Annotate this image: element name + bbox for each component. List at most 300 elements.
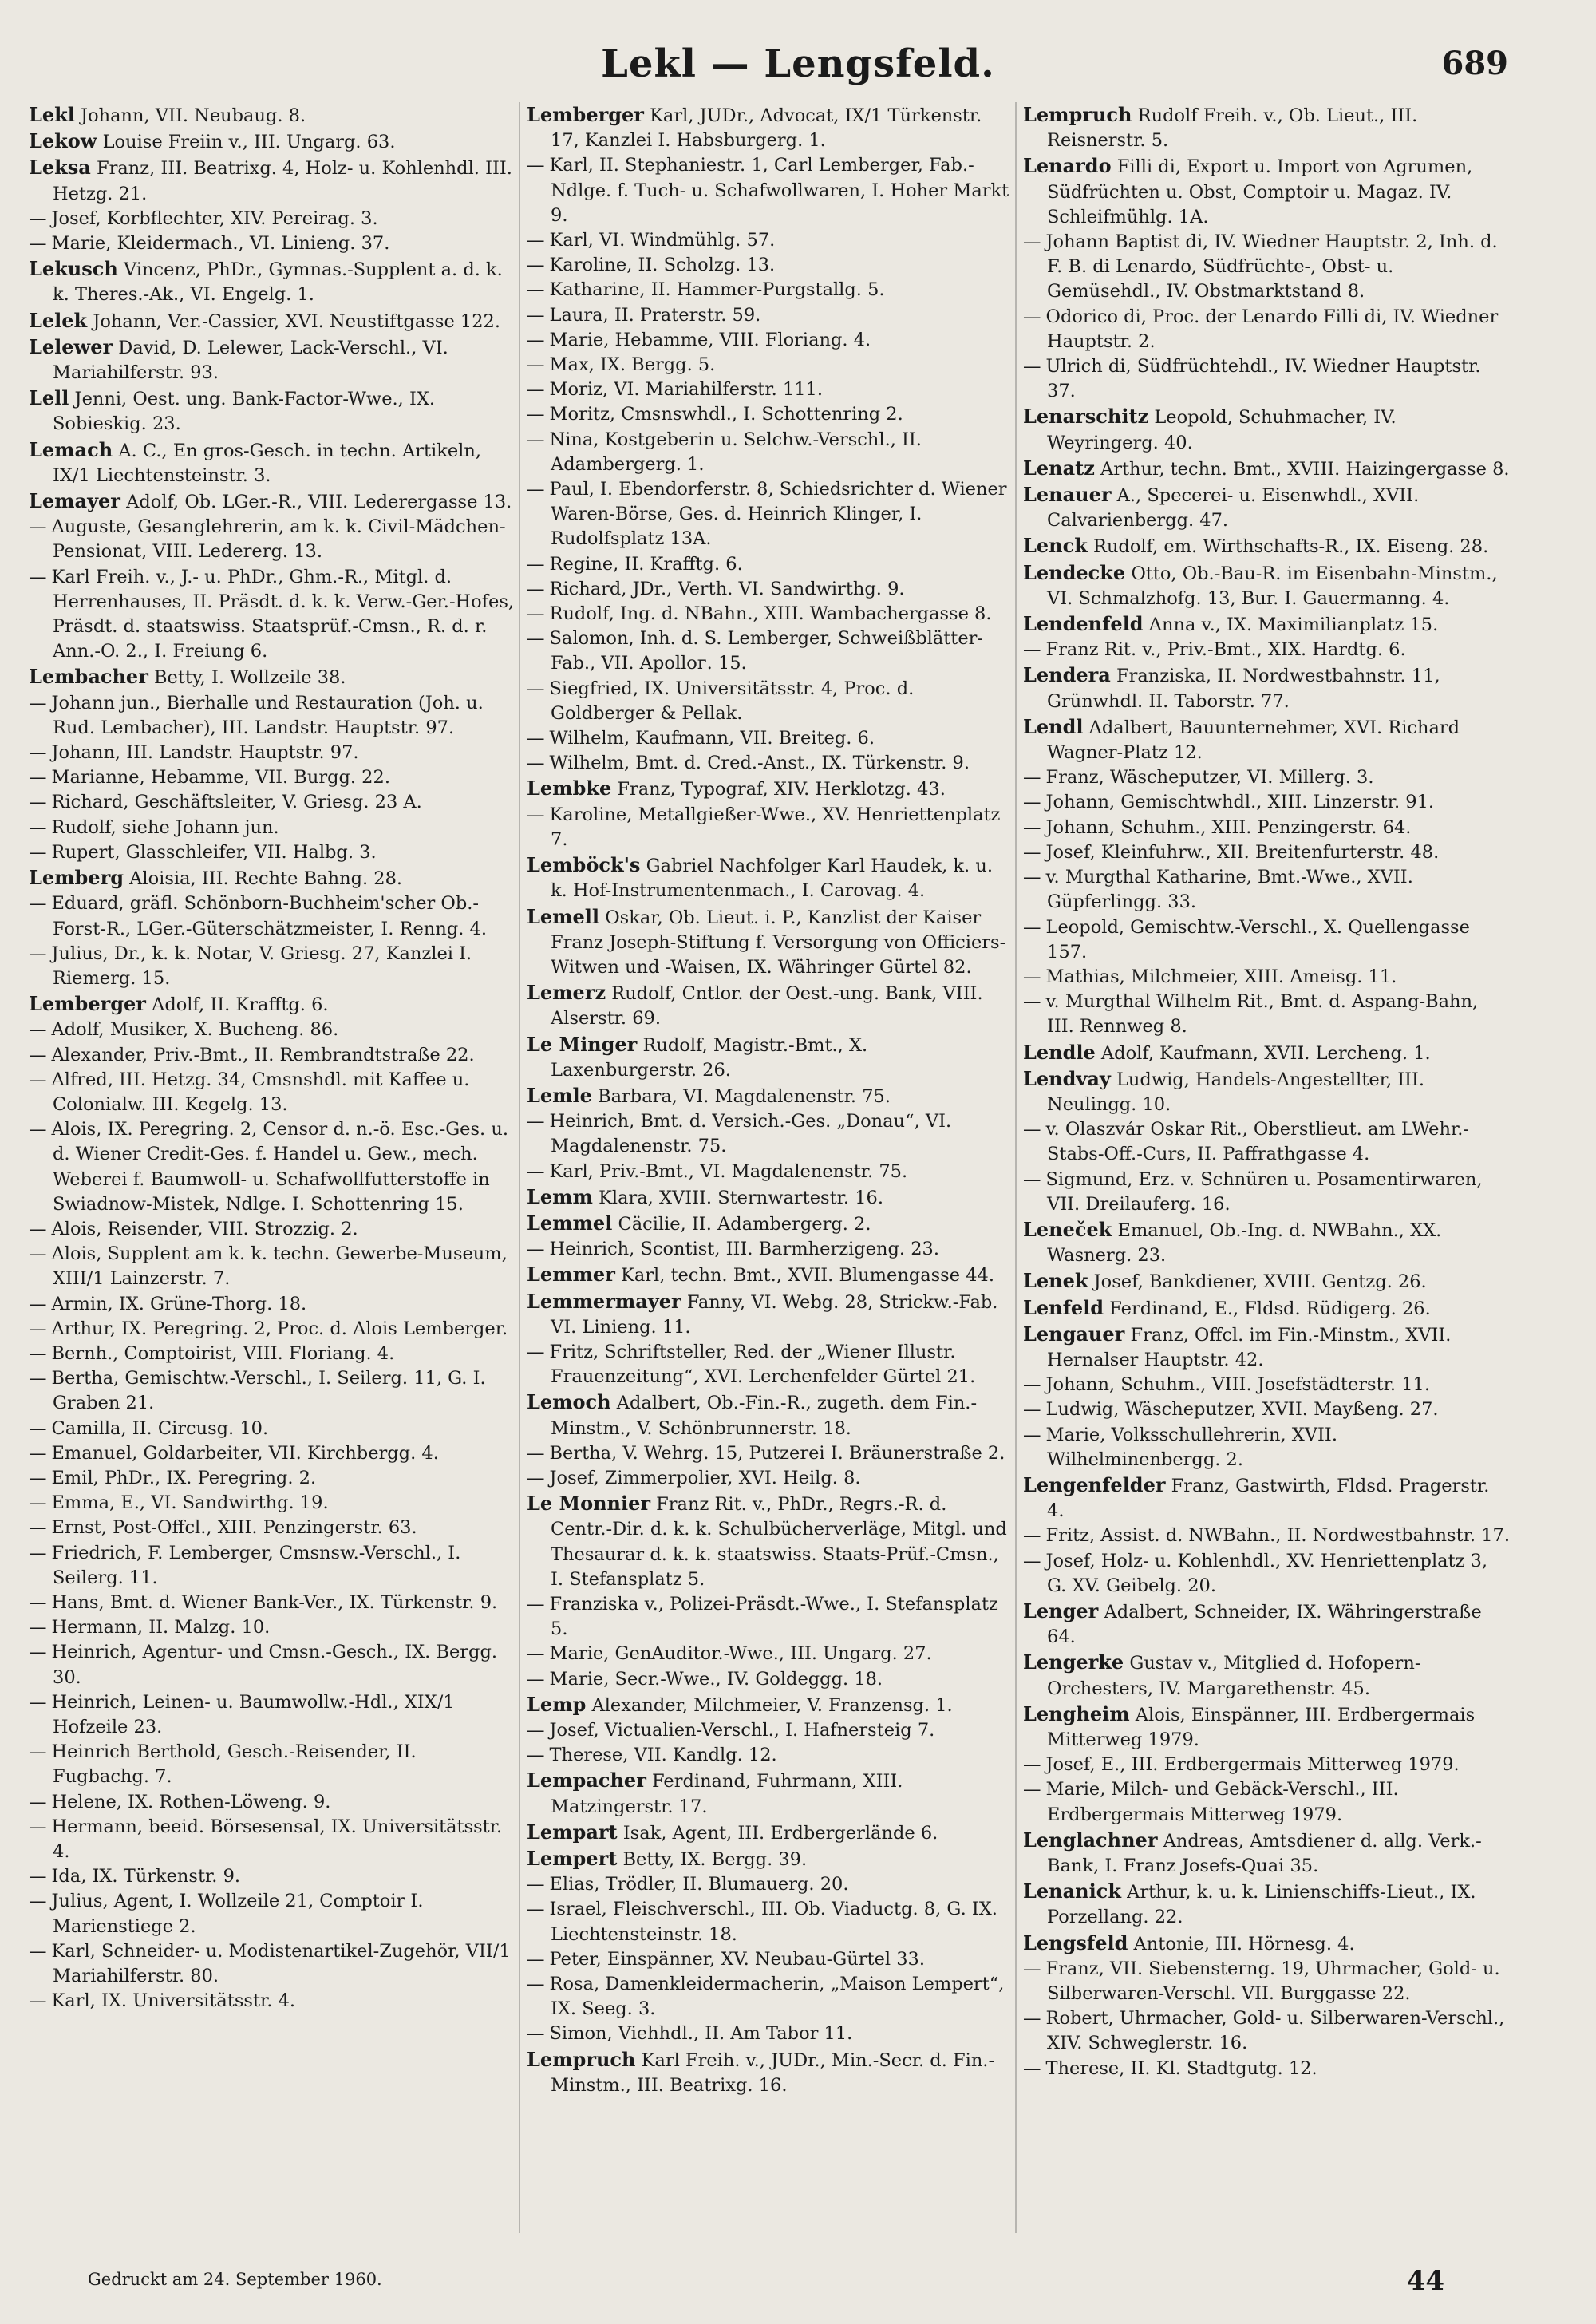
entry-text: Heinrich, Scontist, III. Barmherzigeng. 23.: [549, 1239, 939, 1260]
entry-text: Julius, Agent, I. Wollzeile 21, Comptoir I. Marienstiege 2.: [51, 1891, 424, 1937]
entry-text: Bertha, V. Wehrg. 15, Putzerei I. Bräunerstraße 2.: [549, 1442, 1005, 1464]
ditto-dash: —: [1023, 1779, 1041, 1800]
entry-text: Therese, II. Kl. Stadtgutg. 12.: [1045, 2057, 1317, 2079]
entry-text: Moritz, Cmsnswhdl., I. Schottenring 2.: [549, 404, 903, 425]
entry-text: Heinrich, Leinen- u. Baumwollw.-Hdl., XIX/1 Hofzeile 23.: [51, 1691, 455, 1737]
directory-entry: [29, 1292, 516, 1317]
ditto-dash: —: [29, 1940, 47, 1962]
entry-text: Johann, Schuhm., VIII. Josefstädterstr. 11.: [1045, 1374, 1430, 1396]
directory-entry: [29, 991, 516, 1018]
directory-entry: [527, 904, 1013, 981]
entry-surname: Le Monnier: [527, 1492, 651, 1516]
entry-text: Rudolf, Ing. d. NBahn., XIII. Wambachergasse 8.: [549, 603, 992, 625]
directory-entry: [29, 1068, 516, 1117]
entry-text: Otto, Ob.-Bau-R. im Eisenbahn-Minstm., VI. Schmalzhofg. 13, Bur. I. Gauermanng. 4.: [1047, 563, 1498, 609]
ditto-dash: —: [527, 728, 545, 749]
column-2: [527, 102, 1013, 2241]
column-divider: [1015, 102, 1017, 2233]
entry-text: v. Murgthal Wilhelm Rit., Bmt. d. Aspang-Bahn, III. Rennweg 8.: [1045, 991, 1479, 1038]
entry-text: Marie, Hebamme, VIII. Floriang. 4.: [549, 329, 871, 350]
ditto-dash: —: [1023, 916, 1041, 938]
sheet-signature: 44: [1406, 2265, 1444, 2297]
entry-text: Ferdinand, Fuhrmann, XIII. Matzingerstr. 17.: [551, 1771, 903, 1817]
ditto-dash: —: [29, 1990, 47, 2012]
directory-entry: [527, 1389, 1013, 1441]
entry-text: Karl, techn. Bmt., XVII. Blumengasse 44.: [621, 1265, 994, 1286]
ditto-dash: —: [29, 516, 47, 538]
directory-entry: [527, 402, 1013, 427]
directory-entry: [29, 942, 516, 991]
directory-entry: [1023, 1931, 1510, 1957]
entry-text: Emil, PhDr., IX. Peregring. 2.: [51, 1467, 317, 1488]
directory-entry: [29, 102, 516, 128]
entry-surname: Lemerz: [527, 981, 606, 1005]
directory-entry: [1023, 1777, 1510, 1827]
entry-text: Eduard, gräfl. Schönborn-Buchheim'scher Ob.-Forst-R., LGer.-Güterschätzmeister, I. Renng. 4.: [51, 893, 488, 939]
entry-text: Friedrich, F. Lemberger, Cmsnsw.-Verschl., I. Seilerg. 11.: [51, 1542, 461, 1588]
entry-surname: Lengheim: [1023, 1702, 1130, 1725]
directory-entry: [1023, 1828, 1510, 1879]
entry-text: Karl, VI. Windmühlg. 57.: [549, 230, 776, 251]
ditto-dash: —: [1023, 1168, 1041, 1190]
ditto-dash: —: [1023, 306, 1041, 327]
entry-text: Ludwig, Wäscheputzer, XVII. Mayßeng. 27.: [1045, 1399, 1439, 1421]
entry-surname: Lenarschitz: [1023, 405, 1149, 429]
entry-text: Richard, JDr., Verth. VI. Sandwirthg. 9.: [549, 578, 905, 599]
ditto-dash: —: [527, 1745, 545, 1766]
entry-surname: Lelek: [29, 308, 88, 332]
entry-text: Karl, Priv.-Bmt., VI. Magdalenenstr. 75.: [549, 1160, 908, 1182]
directory-entry: [527, 477, 1013, 552]
ditto-dash: —: [1023, 1424, 1041, 1445]
entry-text: Adalbert, Bauunternehmer, XVI. Richard Wagner-Platz 12.: [1047, 717, 1460, 764]
directory-entry: [29, 488, 516, 515]
entry-text: Heinrich Berthold, Gesch.-Reisender, II. Fugbachg. 7.: [51, 1741, 417, 1788]
entry-surname: Lemböck's: [527, 853, 641, 877]
directory-entry: [1023, 153, 1510, 230]
entry-surname: Lemle: [527, 1083, 592, 1107]
entry-surname: Lenglachner: [1023, 1828, 1158, 1852]
directory-entry: [29, 790, 516, 815]
directory-entry: [527, 278, 1013, 302]
directory-entry: [527, 1441, 1013, 1466]
entry-text: Laura, II. Praterstr. 59.: [549, 304, 761, 326]
entry-text: Adolf, II. Krafftg. 6.: [152, 994, 329, 1016]
ditto-dash: —: [527, 1467, 545, 1488]
column-3: [1023, 102, 1510, 2241]
entry-surname: Lekusch: [29, 257, 118, 281]
directory-entry: [29, 128, 516, 155]
directory-entry: [1023, 865, 1510, 915]
entry-surname: Lemp: [527, 1692, 587, 1716]
entry-text: Betty, I. Wollzeile 38.: [154, 667, 346, 689]
entry-text: Betty, IX. Bergg. 39.: [622, 1849, 808, 1871]
entry-text: Rudolf, Cntlor. der Oest.-ung. Bank, VIII. Alserstr. 69.: [551, 983, 983, 1030]
entry-text: Marie, Kleidermach., VI. Linieng. 37.: [51, 233, 390, 255]
entry-text: Odorico di, Proc. der Lenardo Filli di, IV. Wiedner Hauptstr. 2.: [1045, 306, 1499, 352]
ditto-dash: —: [527, 1111, 545, 1132]
ditto-dash: —: [527, 2023, 545, 2045]
ditto-dash: —: [29, 1318, 47, 1339]
directory-entry: [527, 253, 1013, 278]
entry-text: Isak, Agent, III. Erdbergerlände 6.: [622, 1822, 938, 1844]
ditto-dash: —: [1023, 1374, 1041, 1396]
directory-entry: [1023, 533, 1510, 559]
ditto-dash: —: [29, 943, 47, 964]
directory-entry: [29, 207, 516, 231]
entry-text: Alfred, III. Hetzg. 34, Cmsnshdl. mit Kaffee u. Colonialw. III. Kegelg. 13.: [51, 1069, 470, 1115]
directory-entry: [1023, 1322, 1510, 1373]
ditto-dash: —: [1023, 1550, 1041, 1571]
directory-entry: [29, 308, 516, 334]
directory-entry: [29, 765, 516, 790]
entry-surname: Lenauer: [1023, 483, 1112, 507]
directory-entry: [29, 1815, 516, 1864]
entry-text: Hermann, beeid. Börsesensal, IX. Universitätsstr. 4.: [51, 1816, 503, 1863]
ditto-dash: —: [527, 354, 545, 376]
entry-text: Wilhelm, Kaufmann, VII. Breiteg. 6.: [549, 728, 875, 749]
entry-surname: Lempruch: [1023, 103, 1132, 126]
directory-entry: [29, 515, 516, 564]
ditto-dash: —: [29, 816, 47, 838]
ditto-dash: —: [29, 1442, 47, 1464]
entry-surname: Lemberger: [29, 992, 146, 1016]
ditto-dash: —: [527, 1593, 545, 1615]
entry-text: Karl, JUDr., Advocat, IX/1 Türkenstr. 17, Kanzlei I. Habsburgerg. 1.: [551, 105, 982, 152]
ditto-dash: —: [29, 1691, 47, 1713]
entry-text: Max, IX. Bergg. 5.: [549, 354, 716, 376]
entry-text: Oskar, Ob. Lieut. i. P., Kanzlist der Kaiser Franz Joseph-Stiftung f. Versorgung von Officiers-Witwen und -Waisen, IX. Währinger Gürtel 82.: [551, 907, 1006, 978]
directory-entry: [527, 852, 1013, 903]
ditto-dash: —: [1023, 356, 1041, 377]
ditto-dash: —: [527, 1720, 545, 1741]
entry-text: Katharine, II. Hammer-Purgstallg. 5.: [549, 279, 885, 301]
ditto-dash: —: [29, 1891, 47, 1912]
entry-text: Peter, Einspänner, XV. Neubau-Gürtel 33.: [549, 1948, 926, 1970]
ditto-dash: —: [1023, 639, 1041, 661]
entry-surname: Lemmer: [527, 1263, 615, 1286]
entry-surname: Lempert: [527, 1847, 618, 1871]
entry-text: Auguste, Gesanglehrerin, am k. k. Civil-Mädchen-Pensionat, VIII. Ledererg. 13.: [51, 516, 506, 563]
entry-text: Barbara, VI. Magdalenenstr. 75.: [598, 1085, 891, 1107]
ditto-dash: —: [29, 893, 47, 915]
entry-surname: Lekl: [29, 103, 75, 126]
ditto-dash: —: [527, 155, 545, 176]
entry-text: Marie, GenAuditor.-Wwe., III. Ungarg. 27.: [549, 1643, 932, 1665]
entry-text: Klara, XVIII. Sternwartestr. 16.: [598, 1187, 883, 1208]
entry-surname: Lendenfeld: [1023, 612, 1144, 636]
directory-entry: [527, 1340, 1013, 1389]
entry-surname: Lempart: [527, 1820, 618, 1844]
ditto-dash: —: [527, 628, 545, 650]
entry-surname: Lenfeld: [1023, 1295, 1104, 1319]
ditto-dash: —: [527, 1668, 545, 1690]
ditto-dash: —: [1023, 1958, 1041, 1979]
directory-entry: [527, 1491, 1013, 1592]
entry-text: Fanny, VI. Webg. 28, Strickw.-Fab. VI. Linieng. 11.: [551, 1291, 998, 1338]
directory-entry: [1023, 1217, 1510, 1268]
entry-text: Leopold, Schuhmacher, IV. Weyringerg. 40.: [1047, 407, 1396, 453]
ditto-dash: —: [1023, 1119, 1041, 1140]
entry-text: Andreas, Amtsdiener d. allg. Verk.-Bank, I. Franz Josefs-Quai 35.: [1047, 1830, 1482, 1877]
entry-text: Salomon, Inh. d. S. Lemberger, Schweißblätter-Fab., VII. Apolloг. 15.: [549, 628, 983, 674]
directory-entry: [1023, 2006, 1510, 2056]
entry-surname: Lell: [29, 386, 69, 410]
entry-text: Anna v., IX. Maximilianplatz 15.: [1148, 615, 1439, 636]
ditto-dash: —: [527, 329, 545, 350]
directory-entry: [527, 1262, 1013, 1288]
directory-entry: [29, 1117, 516, 1217]
entry-text: A. C., En gros-Gesch. in techn. Artikeln, IX/1 Liechtensteinstr. 3.: [53, 440, 482, 486]
directory-entry: [29, 256, 516, 307]
directory-entry: [29, 664, 516, 690]
entry-surname: Lemmel: [527, 1211, 613, 1235]
entry-text: v. Murgthal Katharine, Bmt.-Wwe., XVII. Güpferlingg. 33.: [1045, 867, 1413, 913]
ditto-dash: —: [527, 1974, 545, 1995]
directory-entry: [1023, 1397, 1510, 1422]
ditto-dash: —: [29, 1119, 47, 1140]
entry-text: Rudolf Freih. v., Ob. Lieut., III. Reisnerstr. 5.: [1047, 105, 1418, 152]
entry-text: Alexander, Milchmeier, V. Franzensg. 1.: [591, 1694, 953, 1716]
entry-text: Cäcilie, II. Adambergerg. 2.: [618, 1213, 871, 1235]
entry-text: Adalbert, Schneider, IX. Währingerstraße 64.: [1047, 1601, 1482, 1648]
directory-entry: [1023, 765, 1510, 790]
entry-text: Vincenz, PhDr., Gymnas.-Supplent a. d. k. k. Theres.-Ak., VI. Engelg. 1.: [53, 259, 503, 306]
ditto-dash: —: [29, 1591, 47, 1613]
ditto-dash: —: [527, 1160, 545, 1182]
entry-text: Bernh., Comptoirist, VIII. Floriang. 4.: [51, 1342, 395, 1364]
entry-text: Therese, VII. Kandlg. 12.: [549, 1745, 777, 1766]
entry-text: Rudolf, em. Wirthschafts-R., IX. Eiseng. 28.: [1093, 536, 1489, 558]
directory-entry: [29, 385, 516, 437]
ditto-dash: —: [527, 1239, 545, 1260]
entry-text: Heinrich, Agentur- und Cmsn.-Gesch., IX. Bergg. 30.: [51, 1642, 498, 1688]
entry-text: Heinrich, Bmt. d. Versich.-Ges. „Donau“, VI. Magdalenenstr. 75.: [549, 1111, 952, 1157]
entry-text: Wilhelm, Bmt. d. Cred.-Anst., IX. Türkenstr. 9.: [549, 753, 970, 774]
directory-entry: [1023, 1702, 1510, 1753]
entry-text: Johann jun., Bierhalle und Restauration (Joh. u. Rud. Lembacher), III. Landstr. Hauptstr. 97.: [51, 692, 484, 738]
ditto-dash: —: [527, 404, 545, 425]
entry-text: Josef, E., III. Erdbergermais Mitterweg 1979.: [1045, 1754, 1460, 1776]
entry-surname: Lengsfeld: [1023, 1931, 1128, 1954]
entry-text: Paul, I. Ebendorferstr. 8, Schiedsrichter d. Wiener Waren-Börse, Ges. d. Heinrich Klinger, I. Rudolfsplatz 13A.: [549, 479, 1007, 550]
ditto-dash: —: [1023, 2008, 1041, 2030]
entry-text: Helene, IX. Rothen-Löweng. 9.: [51, 1791, 331, 1812]
directory-entry: [1023, 816, 1510, 840]
directory-entry: [29, 1441, 516, 1466]
directory-entry: [527, 1466, 1013, 1491]
ditto-dash: —: [29, 1293, 47, 1314]
entry-text: Fritz, Schriftsteller, Red. der „Wiener Illustr. Frauenzeitung“, XVI. Lerchenfelder Gürtel 21.: [549, 1341, 976, 1388]
directory-entry: [1023, 1753, 1510, 1777]
directory-entry: [527, 1289, 1013, 1340]
ditto-dash: —: [29, 1642, 47, 1663]
page-header: [0, 42, 1596, 97]
directory-entry: [1023, 1549, 1510, 1599]
directory-entry: [1023, 1268, 1510, 1294]
ditto-dash: —: [29, 1069, 47, 1090]
entry-text: Karl, IX. Universitätsstr. 4.: [51, 1990, 296, 2012]
directory-entry: [29, 1989, 516, 2014]
directory-entry: [527, 328, 1013, 353]
entry-text: Josef, Bankdiener, XVIII. Gentzg. 26.: [1093, 1271, 1427, 1293]
ditto-dash: —: [29, 1342, 47, 1364]
entry-text: Ferdinand, E., Fldsd. Rüdigerg. 26.: [1109, 1298, 1431, 1319]
entry-text: Johann Baptist di, IV. Wiedner Hauptstr. 2, Inh. d. F. B. di Lenardo, Südfrüchte-, Obst- u. Gemüsehdl., IV. Obstmarktstand 8.: [1045, 231, 1498, 302]
ditto-dash: —: [527, 429, 545, 450]
directory-entry: [29, 231, 516, 256]
entry-surname: Leksa: [29, 156, 91, 180]
ditto-dash: —: [1023, 1754, 1041, 1776]
directory-entry: [29, 891, 516, 941]
directory-entry: [1023, 560, 1510, 611]
directory-entry: [29, 691, 516, 741]
entry-text: Camilla, II. Circusg. 10.: [51, 1417, 269, 1439]
directory-entry: [1023, 1599, 1510, 1650]
entry-surname: Lemayer: [29, 489, 120, 513]
entry-surname: Leneček: [1023, 1217, 1112, 1241]
entry-text: Rosa, Damenkleidermacherin, „Maison Lempert“, IX. Seeg. 3.: [549, 1974, 1005, 2020]
directory-entry: [29, 1790, 516, 1815]
ditto-dash: —: [29, 1542, 47, 1563]
directory-entry: [527, 353, 1013, 377]
entry-text: Josef, Korbflechter, XIV. Pereirag. 3.: [51, 208, 378, 229]
column-divider: [519, 102, 520, 2233]
ditto-dash: —: [527, 230, 545, 251]
entry-text: Karoline, Metallgießer-Wwe., XV. Henriettenplatz 7.: [549, 804, 1001, 850]
directory-entry: [1023, 482, 1510, 533]
directory-entry: [29, 1615, 516, 1640]
ditto-dash: —: [527, 1442, 545, 1464]
entry-text: Rudolf, siehe Johann jun.: [51, 816, 279, 838]
ditto-dash: —: [29, 1417, 47, 1439]
directory-entry: [1023, 1168, 1510, 1217]
ditto-dash: —: [29, 566, 47, 587]
entry-surname: Lemberg: [29, 866, 124, 890]
directory-entry: [527, 1820, 1013, 1846]
directory-entry: [29, 1217, 516, 1242]
entry-text: Antonie, III. Hörnesg. 4.: [1133, 1933, 1355, 1954]
entry-text: Franziska v., Polizei-Präsdt.-Wwe., I. Stefansplatz 5.: [549, 1593, 998, 1640]
directory-entry: [527, 1947, 1013, 1972]
entry-text: Moriz, VI. Mariahilferstr. 111.: [549, 379, 824, 401]
ditto-dash: —: [29, 1816, 47, 1837]
ditto-dash: —: [1023, 1399, 1041, 1421]
directory-entry: [29, 1516, 516, 1540]
directory-entry: [1023, 1472, 1510, 1524]
entry-text: Adolf, Kaufmann, XVII. Lercheng. 1.: [1100, 1042, 1431, 1064]
entry-text: Robert, Uhrmacher, Gold- u. Silberwaren-Verschl., XIV. Schweglerstr. 16.: [1045, 2008, 1505, 2054]
entry-text: Alois, Supplent am k. k. techn. Gewerbe-Museum, XIII/1 Lainzerstr. 7.: [51, 1243, 508, 1290]
directory-entry: [29, 1466, 516, 1491]
ditto-dash: —: [527, 553, 545, 575]
entry-text: Marie, Volksschullehrerin, XVII. Wilhelminenbergg. 2.: [1045, 1424, 1337, 1470]
ditto-dash: —: [1023, 966, 1041, 987]
directory-entry: [527, 1872, 1013, 1897]
ditto-dash: —: [527, 578, 545, 599]
directory-entry: [1023, 1650, 1510, 1701]
entry-text: Emanuel, Goldarbeiter, VII. Kirchbergg. 4.: [51, 1442, 439, 1464]
entry-surname: Lenck: [1023, 534, 1088, 558]
directory-entry: [1023, 230, 1510, 305]
ditto-dash: —: [29, 841, 47, 863]
ditto-dash: —: [527, 753, 545, 774]
ditto-dash: —: [1023, 841, 1041, 863]
entry-surname: Lendvay: [1023, 1066, 1111, 1090]
entry-text: Filli di, Export u. Import von Agrumen, Südfrüchten u. Obst, Comptoir u. Magaz. IV. Schleifmühlg. 1A.: [1047, 156, 1473, 227]
directory-entry: [29, 816, 516, 840]
ditto-dash: —: [29, 1243, 47, 1265]
entry-text: Ida, IX. Türkenstr. 9.: [51, 1866, 241, 1887]
directory-entry: [29, 741, 516, 765]
entry-text: Franz, Offcl. im Fin.-Minstm., XVII. Hernalser Hauptstr. 42.: [1047, 1324, 1452, 1370]
directory-entry: [527, 1972, 1013, 2022]
entry-text: Marianne, Hebamme, VII. Burgg. 22.: [51, 767, 390, 788]
directory-entry: [29, 155, 516, 206]
ditto-dash: —: [1023, 2057, 1041, 2079]
directory-entry: [527, 377, 1013, 402]
entry-text: Johann, Ver.-Cassier, XVI. Neustiftgasse 122.: [93, 310, 501, 332]
entry-text: Simon, Viehhdl., II. Am Tabor 11.: [549, 2023, 853, 2045]
entry-surname: Le Minger: [527, 1032, 638, 1056]
directory-entry: [527, 751, 1013, 776]
directory-entry: [29, 1740, 516, 1789]
ditto-dash: —: [29, 1467, 47, 1488]
entry-text: Louise Freiin v., III. Ungarg. 63.: [102, 132, 396, 153]
ditto-dash: —: [527, 1341, 545, 1362]
entry-text: Aloisia, III. Rechte Bahng. 28.: [129, 868, 403, 890]
directory-entry: [527, 1718, 1013, 1743]
ditto-dash: —: [29, 742, 47, 764]
directory-entry: [29, 1864, 516, 1889]
entry-text: Emma, E., VI. Sandwirthg. 19.: [51, 1492, 329, 1514]
entry-text: Ulrich di, Südfrüchtehdl., IV. Wiedner Hauptstr. 37.: [1045, 356, 1481, 402]
entry-text: Franz, VII. Siebensterng. 19, Uhrmacher, Gold- u. Silberwaren-Verschl. VII. Burggasse 22.: [1045, 1958, 1500, 2005]
directory-entry: [527, 428, 1013, 477]
directory-entry: [527, 1109, 1013, 1159]
directory-entry: [527, 776, 1013, 802]
entry-text: Ludwig, Handels-Angestellter, III. Neulingg. 10.: [1047, 1069, 1425, 1115]
ditto-dash: —: [527, 1643, 545, 1665]
entry-text: Adolf, Musiker, X. Bucheng. 86.: [51, 1019, 339, 1041]
entry-text: Bertha, Gemischtw.-Verschl., I. Seilerg. 11, G. I. Graben 21.: [51, 1368, 486, 1414]
ditto-dash: —: [527, 255, 545, 276]
entry-surname: Lembacher: [29, 665, 148, 689]
entry-surname: Lemell: [527, 904, 600, 928]
entry-text: Franz Rit. v., Priv.-Bmt., XIX. Hardtg. 6.: [1045, 639, 1406, 661]
directory-entry: [1023, 456, 1510, 482]
entry-text: v. Olaszvár Oskar Rit., Oberstlieut. am LWehr.-Stabs-Off.-Curs, II. Paffrathgasse 4.: [1045, 1119, 1469, 1165]
directory-entry: [29, 1640, 516, 1690]
directory-entry: [1023, 638, 1510, 662]
entry-surname: Lenardo: [1023, 154, 1112, 178]
ditto-dash: —: [1023, 767, 1041, 788]
directory-entry: [1023, 1117, 1510, 1167]
entry-text: Emanuel, Ob.-Ing. d. NWBahn., XX. Wasnerg. 23.: [1047, 1219, 1442, 1267]
ditto-dash: —: [1023, 867, 1041, 888]
entry-text: Adalbert, Ob.-Fin.-R., zugeth. dem Fin.-Minstm., V. Schönbrunnerstr. 18.: [551, 1393, 978, 1439]
entry-text: Gustav v., Mitglied d. Hofopern-Orchesters, IV. Margarethenstr. 45.: [1047, 1653, 1421, 1699]
directory-entry: [1023, 611, 1510, 638]
ditto-dash: —: [29, 1019, 47, 1041]
directory-entry: [1023, 404, 1510, 455]
ditto-dash: —: [29, 1368, 47, 1389]
entry-text: Alois, Einspänner, III. Erdbergermais Mitterweg 1979.: [1047, 1704, 1476, 1750]
entry-text: Johann, III. Landstr. Hauptstr. 97.: [51, 742, 359, 764]
entry-text: Alois, Reisender, VIII. Strozzig. 2.: [51, 1218, 358, 1239]
entry-surname: Lendera: [1023, 663, 1111, 687]
directory-entry: [527, 303, 1013, 328]
